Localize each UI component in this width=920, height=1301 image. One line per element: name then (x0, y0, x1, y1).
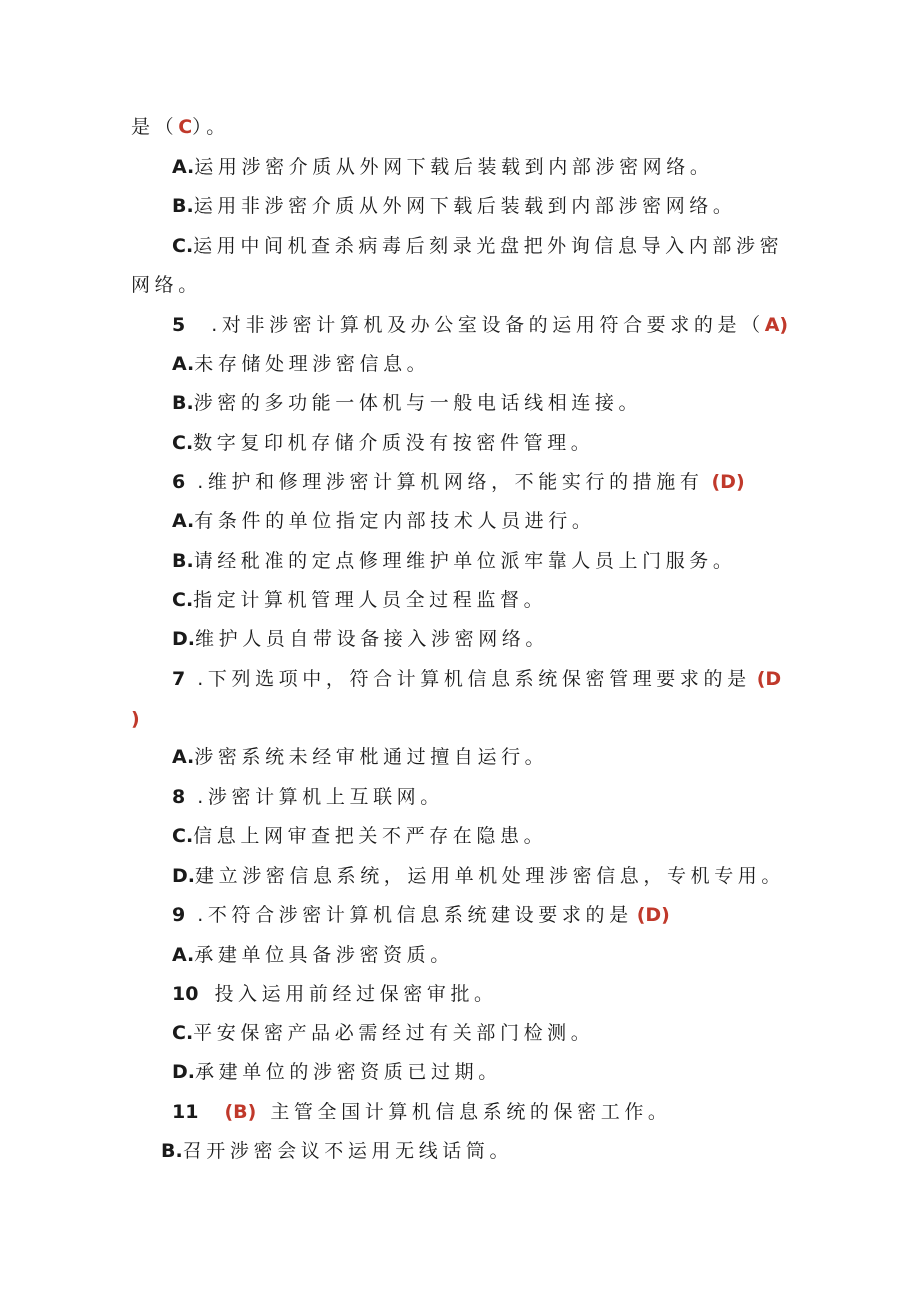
option-label: C. (172, 235, 194, 257)
option-text: 网络。 (131, 274, 202, 296)
option-text: 运用涉密介质从外网下载后装载到内部涉密网络。 (194, 156, 714, 178)
text-line-1 (131, 115, 230, 139)
option-c (172, 824, 547, 848)
question-5 (172, 313, 788, 337)
option-text: 未存储处理涉密信息。 (194, 353, 431, 375)
question-number: 8 (172, 786, 186, 808)
option-a (172, 352, 430, 376)
line-text: 是（ (131, 116, 179, 138)
question-text: .维护和修理涉密计算机网络，不能实行的措施有 (197, 471, 704, 493)
option-text: 承建单位的涉密资质已过期。 (195, 1061, 502, 1083)
option-label: C. (172, 825, 194, 847)
option-b (172, 391, 642, 415)
option-text: 运用非涉密介质从外网下载后装载到内部涉密网络。 (193, 195, 737, 217)
question-text: 投入运用前经过保密审批。 (214, 983, 498, 1005)
question-text: 主管全国计算机信息系统的保密工作。 (270, 1101, 672, 1123)
answer-mark: A) (764, 314, 789, 336)
option-label: D. (172, 1061, 195, 1083)
option-text: 维护人员自带设备接入涉密网络。 (195, 628, 550, 650)
option-label: A. (172, 510, 195, 532)
option-label: B. (172, 195, 194, 217)
option-label: A. (172, 746, 195, 768)
option-text: 指定计算机管理人员全过程监督。 (193, 589, 548, 611)
answer-mark: (D) (636, 904, 670, 926)
question-7 (172, 667, 781, 691)
option-label: A. (172, 944, 195, 966)
answer-mark: (B) (224, 1101, 257, 1123)
question-number: 11 (172, 1101, 199, 1123)
question-text: .涉密计算机上互联网。 (197, 786, 444, 808)
question-text: .下列选项中，符合计算机信息系统保密管理要求的是 (197, 668, 751, 690)
answer-mark: C (178, 116, 193, 138)
option-d (172, 864, 785, 888)
option-text: 运用中间机查杀病毒后刻录光盘把外询信息导入内部涉密 (193, 235, 784, 257)
option-b (172, 194, 737, 218)
option-text: 召开涉密会议不运用无线话筒。 (182, 1140, 514, 1162)
option-a (172, 509, 595, 533)
question-9 (172, 903, 670, 927)
answer-mark: (D (756, 668, 782, 690)
option-c (172, 234, 783, 258)
question-number: 6 (172, 471, 186, 493)
option-a (172, 155, 713, 179)
question-number: 10 (172, 983, 199, 1005)
answer-mark: ) (131, 708, 140, 730)
option-text: 承建单位具备涉密资质。 (194, 944, 454, 966)
question-6 (172, 470, 745, 494)
option-text: 建立涉密信息系统，运用单机处理涉密信息，专机专用。 (195, 865, 786, 887)
option-label: C. (172, 432, 194, 454)
option-label: A. (172, 156, 195, 178)
option-label: B. (172, 392, 194, 414)
option-text: 请经秕准的定点修理维护单位派牢靠人员上门服务。 (193, 550, 737, 572)
question-11 (172, 1100, 672, 1124)
question-number: 7 (172, 668, 186, 690)
option-c-continuation (131, 273, 202, 297)
option-text: 有条件的单位指定内部技术人员进行。 (194, 510, 596, 532)
question-number: 5 (172, 314, 186, 336)
option-label: B. (172, 550, 194, 572)
option-b (172, 549, 737, 573)
option-b (161, 1139, 513, 1163)
option-text: 信息上网审查把关不严存在隐患。 (193, 825, 548, 847)
option-label: A. (172, 353, 195, 375)
option-text: 涉密系统未经审枇通过擅自运行。 (194, 746, 549, 768)
question-number: 9 (172, 904, 186, 926)
option-text: 数字复印机存储介质没有按密件管理。 (193, 432, 595, 454)
question-text: .不符合涉密计算机信息系统建设要求的是 (197, 904, 633, 926)
option-label: C. (172, 589, 194, 611)
option-c (172, 1021, 594, 1045)
option-label: D. (172, 865, 195, 887)
question-10 (172, 982, 498, 1006)
option-label: D. (172, 628, 195, 650)
option-d (172, 627, 549, 651)
option-text: 平安保密产品必需经过有关部门检测。 (193, 1022, 595, 1044)
option-c (172, 588, 547, 612)
question-text: .对非涉密计算机及办公室设备的运用符合要求的是（ (211, 314, 765, 336)
answer-mark: (D) (711, 471, 745, 493)
option-label: C. (172, 1022, 194, 1044)
option-c (172, 431, 594, 455)
option-a (172, 745, 548, 769)
option-d (172, 1060, 502, 1084)
option-text: 涉密的多功能一体机与一般电话线相连接。 (193, 392, 643, 414)
line-text: ）。 (192, 116, 230, 138)
option-label: B. (161, 1140, 183, 1162)
option-a (172, 943, 454, 967)
answer-continuation (131, 707, 140, 731)
question-8 (172, 785, 444, 809)
